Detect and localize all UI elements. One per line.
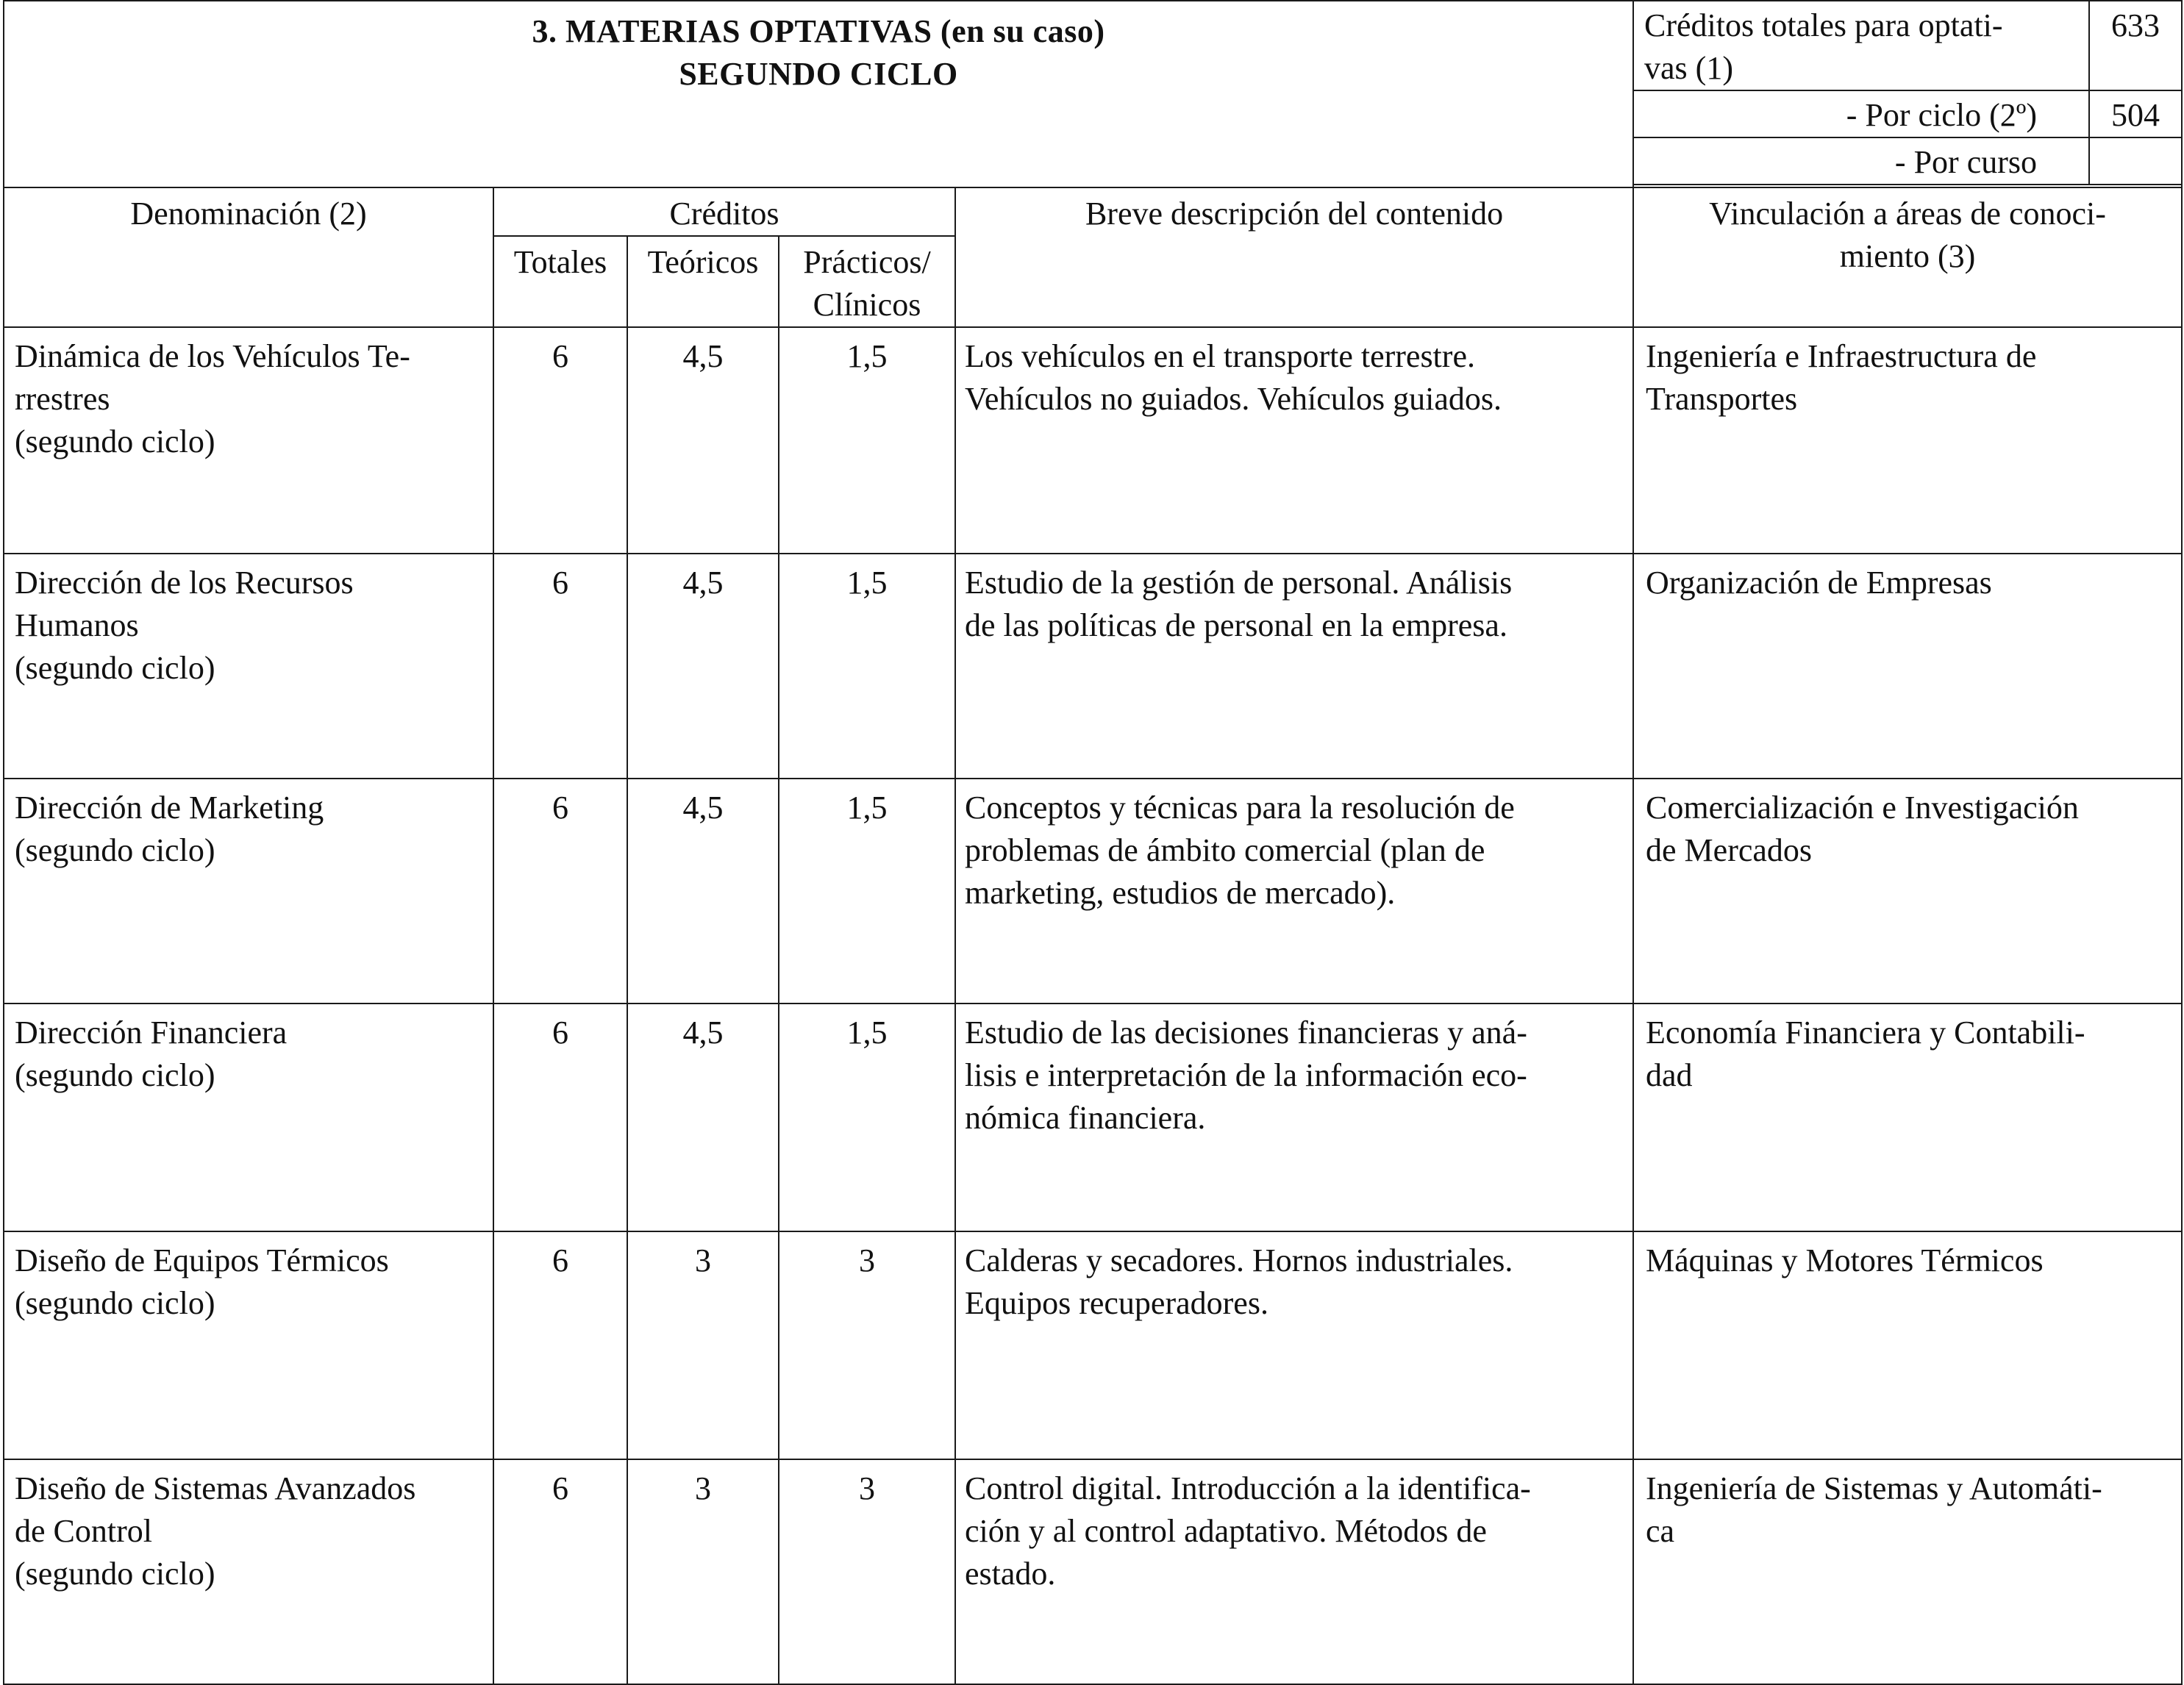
row-descripcion-line: Conceptos y técnicas para la resolución de (965, 790, 1515, 826)
row-vinculacion-line: Ingeniería e Infraestructura de (1646, 338, 2037, 374)
row-vinculacion (1633, 554, 2182, 779)
row-totales: 6 (493, 1459, 627, 1684)
row-denominacion (4, 327, 493, 554)
row-totales: 6 (493, 554, 627, 779)
row-practicos: 1,5 (779, 327, 955, 554)
row-denominacion-line: de Control (15, 1513, 152, 1549)
row-denominacion (4, 1004, 493, 1231)
row-teoricos: 3 (627, 1459, 779, 1684)
credits-total-label-line2: vas (1) (1644, 50, 1733, 86)
table-row (4, 1459, 2182, 1684)
row-denominacion (4, 779, 493, 1004)
row-practicos: 1,5 (779, 1004, 955, 1231)
credits-total-value: 633 (2089, 1, 2182, 90)
row-teoricos: 4,5 (627, 554, 779, 779)
row-vinculacion (1633, 327, 2182, 554)
row-descripcion-line: Los vehículos en el transporte terrestre. (965, 338, 1475, 374)
row-denominacion-line: Diseño de Equipos Térmicos (15, 1242, 389, 1278)
section-title-line1: 3. MATERIAS OPTATIVAS (en su caso) (532, 13, 1105, 49)
row-denominacion-line: Dirección Financiera (15, 1015, 288, 1051)
row-descripcion-line: nómica financiera. (965, 1100, 1206, 1136)
row-descripcion (955, 1004, 1633, 1231)
row-teoricos: 3 (627, 1231, 779, 1459)
row-descripcion-line: Calderas y secadores. Hornos industriales. (965, 1242, 1513, 1278)
row-denominacion-line: Dirección de Marketing (15, 790, 324, 826)
row-vinculacion-line: Economía Financiera y Contabili- (1646, 1015, 2085, 1051)
optativas-table (3, 0, 2183, 1685)
row-denominacion-line: Diseño de Sistemas Avanzados (15, 1470, 416, 1506)
row-denominacion-line: rrestres (15, 381, 110, 417)
row-vinculacion-line: Organización de Empresas (1646, 565, 1992, 601)
row-vinculacion-line: ca (1646, 1513, 1675, 1549)
col-header-teoricos: Teóricos (627, 236, 779, 327)
row-practicos: 3 (779, 1459, 955, 1684)
table-row (4, 554, 2182, 779)
row-practicos: 3 (779, 1231, 955, 1459)
col-header-totales: Totales (493, 236, 627, 327)
row-descripcion-line: ción y al control adaptativo. Métodos de (965, 1513, 1487, 1549)
row-descripcion-line: Equipos recuperadores. (965, 1285, 1268, 1321)
col-header-practicos (779, 236, 955, 327)
row-denominacion-line: Humanos (15, 607, 139, 643)
row-denominacion-line: (segundo ciclo) (15, 832, 215, 868)
row-vinculacion-line: dad (1646, 1057, 1693, 1093)
row-teoricos: 4,5 (627, 1004, 779, 1231)
row-descripcion-line: Control digital. Introducción a la identifica- (965, 1470, 1531, 1506)
row-descripcion-line: marketing, estudios de mercado). (965, 875, 1396, 911)
row-vinculacion-line: de Mercados (1646, 832, 1813, 868)
row-denominacion-line: (segundo ciclo) (15, 650, 215, 686)
col-header-creditos: Créditos (493, 187, 955, 236)
col-header-vinculacion-line1: Vinculación a áreas de conoci- (1709, 196, 2106, 232)
row-denominacion-line: Dinámica de los Vehículos Te- (15, 338, 410, 374)
row-denominacion-line: (segundo ciclo) (15, 1285, 215, 1321)
row-vinculacion-line: Ingeniería de Sistemas y Automáti- (1646, 1470, 2102, 1506)
row-descripcion (955, 779, 1633, 1004)
row-denominacion (4, 554, 493, 779)
row-descripcion-line: Estudio de las decisiones financieras y aná- (965, 1015, 1527, 1051)
row-descripcion-line: Estudio de la gestión de personal. Análisis (965, 565, 1513, 601)
row-vinculacion-line: Máquinas y Motores Térmicos (1646, 1242, 2044, 1278)
row-descripcion (955, 1231, 1633, 1459)
table-row (4, 779, 2182, 1004)
row-denominacion-line: Dirección de los Recursos (15, 565, 354, 601)
row-vinculacion (1633, 1231, 2182, 1459)
row-denominacion-line: (segundo ciclo) (15, 423, 215, 459)
row-totales: 6 (493, 779, 627, 1004)
row-descripcion (955, 1459, 1633, 1684)
row-vinculacion (1633, 1459, 2182, 1684)
row-denominacion-line: (segundo ciclo) (15, 1556, 215, 1592)
row-practicos: 1,5 (779, 779, 955, 1004)
row-descripcion (955, 554, 1633, 779)
row-vinculacion-line: Comercialización e Investigación (1646, 790, 2079, 826)
row-denominacion (4, 1459, 493, 1684)
row-descripcion-line: Vehículos no guiados. Vehículos guiados. (965, 381, 1502, 417)
col-header-practicos-line1: Prácticos/ (803, 244, 931, 280)
row-descripcion (955, 327, 1633, 554)
col-header-practicos-line2: Clínicos (813, 287, 921, 323)
row-totales: 6 (493, 1231, 627, 1459)
row-descripcion-line: problemas de ámbito comercial (plan de (965, 832, 1485, 868)
row-vinculacion (1633, 1004, 2182, 1231)
row-descripcion-line: estado. (965, 1556, 1056, 1592)
credits-total-label-line1: Créditos totales para optati- (1644, 7, 2003, 43)
table-row (4, 327, 2182, 554)
credits-total-label (1633, 1, 2089, 90)
table-row (4, 1004, 2182, 1231)
por-ciclo-value: 504 (2089, 90, 2182, 137)
por-curso-value (2089, 137, 2182, 185)
section-title-line2: SEGUNDO CICLO (679, 56, 958, 92)
row-denominacion (4, 1231, 493, 1459)
row-practicos: 1,5 (779, 554, 955, 779)
table-row (4, 1231, 2182, 1459)
row-denominacion-line: (segundo ciclo) (15, 1057, 215, 1093)
col-header-vinculacion (1633, 187, 2182, 327)
row-vinculacion-line: Transportes (1646, 381, 1798, 417)
row-totales: 6 (493, 327, 627, 554)
row-descripcion-line: de las políticas de personal en la empresa. (965, 607, 1507, 643)
por-curso-label: - Por curso (1633, 137, 2089, 185)
col-header-denominacion: Denominación (2) (4, 187, 493, 327)
col-header-vinculacion-line2: miento (3) (1839, 238, 1976, 274)
row-teoricos: 4,5 (627, 779, 779, 1004)
row-descripcion-line: lisis e interpretación de la información eco- (965, 1057, 1527, 1093)
section-title (4, 1, 1633, 187)
row-totales: 6 (493, 1004, 627, 1231)
col-header-descripcion: Breve descripción del contenido (955, 187, 1633, 327)
row-vinculacion (1633, 779, 2182, 1004)
por-ciclo-label: - Por ciclo (2º) (1633, 90, 2089, 137)
row-teoricos: 4,5 (627, 327, 779, 554)
